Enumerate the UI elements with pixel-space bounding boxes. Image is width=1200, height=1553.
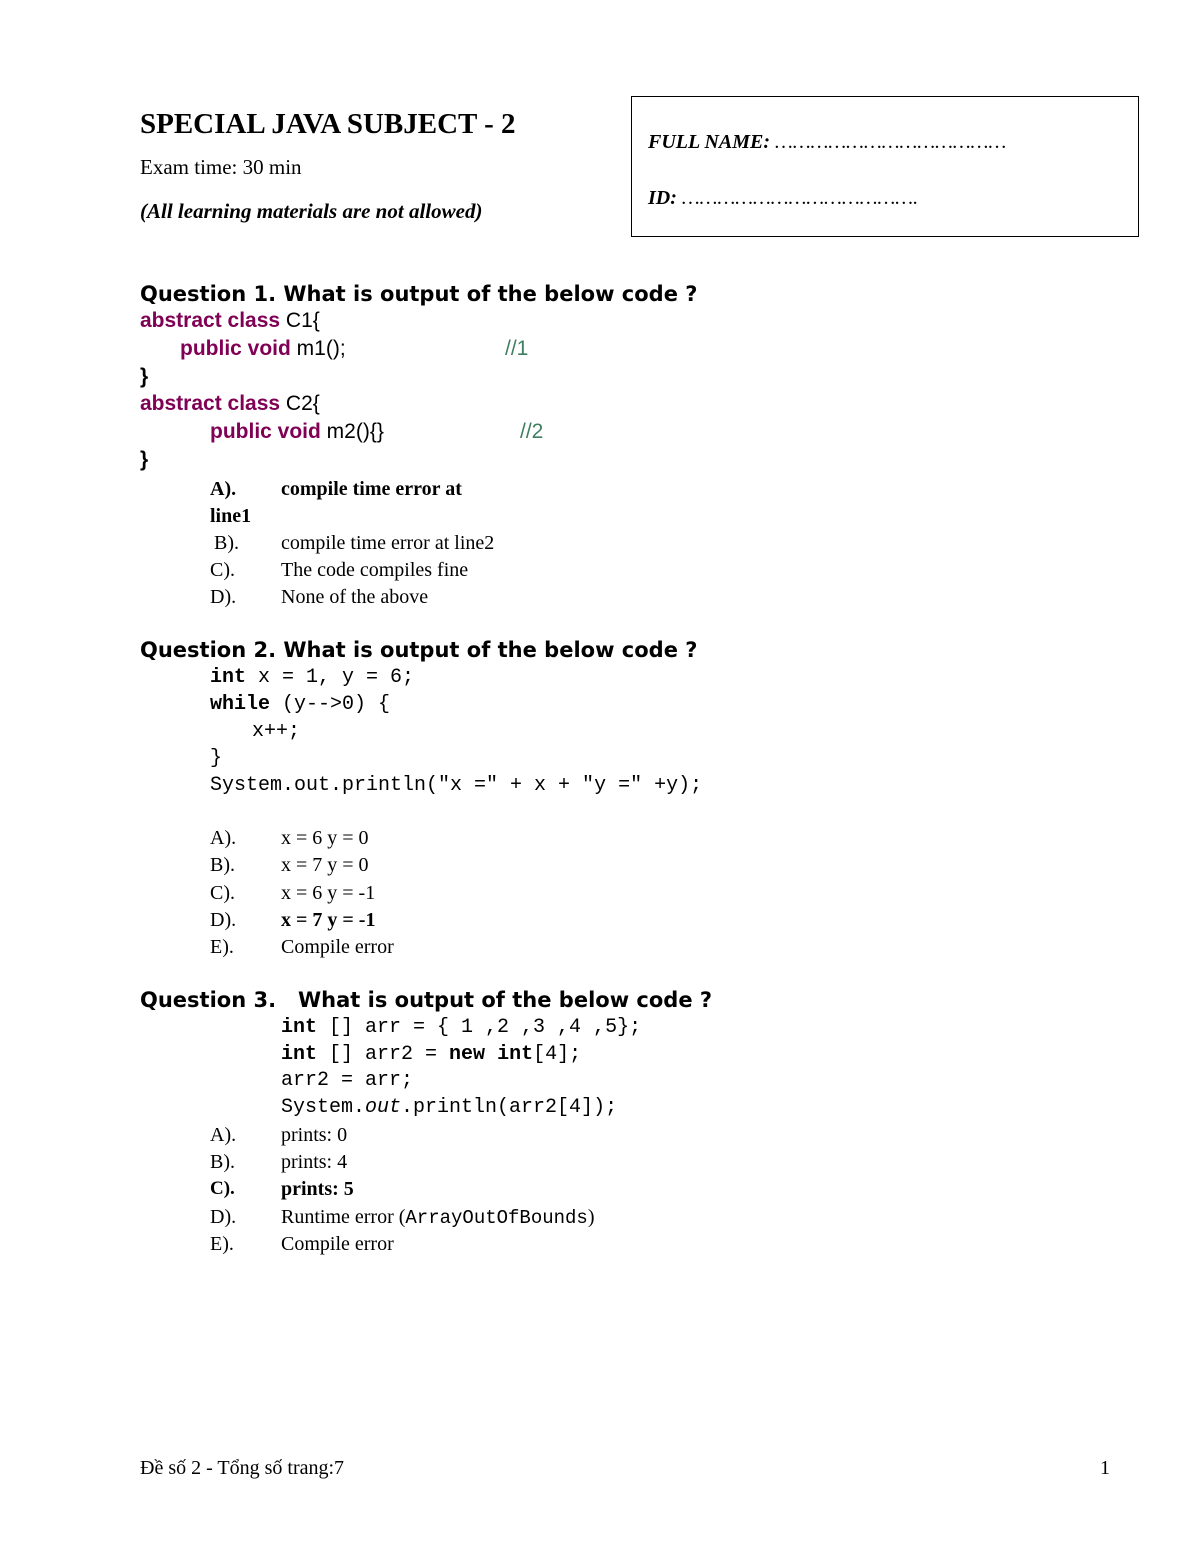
code-italic-field: out (365, 1096, 402, 1119)
page-number: 1 (1100, 1457, 1110, 1479)
q2-option-c-text: x = 6 y = -1 (281, 882, 376, 904)
q2-option-a-text: x = 6 y = 0 (281, 827, 369, 849)
q3-option-d-text (281, 1206, 595, 1229)
id-label: ID: (648, 187, 677, 209)
q1-option-a-text-cont: line1 (210, 505, 252, 527)
full-name-line (648, 131, 1006, 154)
q3-code-line-3: arr2 = arr; (281, 1069, 414, 1092)
q3-option-b-label: B). (210, 1151, 235, 1173)
exam-notice: (All learning materials are not allowed) (140, 199, 483, 223)
q1-option-b-text: compile time error at line2 (281, 532, 495, 554)
q2-code-line-5: System.out.println("x =" + x + "y =" +y); (210, 774, 703, 797)
option-code-text: ArrayOutOfBounds (405, 1207, 588, 1229)
q1-code-line-3: } (140, 365, 149, 388)
q2-option-e-label: E). (210, 936, 234, 958)
code-keyword: while (210, 693, 271, 716)
code-text: .println(arr2[4]); (401, 1096, 618, 1119)
q2-option-d-label: D). (210, 909, 237, 931)
code-keyword: int (281, 1016, 318, 1039)
q1-option-b-label: B). (214, 532, 239, 554)
question-1-heading: Question 1. What is output of the below code ? (140, 282, 698, 306)
code-text: m1(); (290, 337, 346, 360)
q3-option-c-text: prints: 5 (281, 1178, 354, 1200)
student-info-box (631, 96, 1139, 237)
q3-code-line-1 (281, 1016, 641, 1039)
code-text: x = 1, y = 6; (246, 666, 415, 689)
q1-code-line-5 (210, 420, 384, 444)
q2-option-b-label: B). (210, 854, 235, 876)
q1-option-c-label: C). (210, 559, 235, 581)
q2-code-line-1 (210, 666, 414, 689)
option-text: Runtime error ( (281, 1206, 406, 1228)
option-text: ) (587, 1206, 595, 1228)
q1-code-line-4 (140, 392, 320, 416)
id-field: …………………………………. (676, 187, 919, 209)
q2-code-line-4: } (210, 747, 223, 770)
footer-text: Đề số 2 - Tổng số trang:7 (140, 1457, 345, 1479)
code-keyword: int (210, 666, 247, 689)
q2-option-e-text: Compile error (281, 936, 394, 958)
code-keyword: abstract class (140, 309, 281, 332)
q2-option-a-label: A). (210, 827, 237, 849)
q2-option-b-text: x = 7 y = 0 (281, 854, 369, 876)
code-text: C1{ (280, 309, 320, 332)
q1-comment-1: //1 (505, 337, 529, 360)
full-name-field: ………………………………… (770, 131, 1007, 153)
q1-code-line-2 (180, 337, 346, 361)
code-keyword: int (281, 1043, 318, 1066)
q3-option-c-label: C). (210, 1178, 235, 1199)
q1-option-d-label: D). (210, 586, 237, 608)
q3-code-line-2 (281, 1043, 581, 1066)
q2-option-d-text: x = 7 y = -1 (281, 909, 376, 931)
question-3-heading: Question 3. What is output of the below code ? (140, 988, 713, 1012)
code-text: m2(){} (320, 420, 384, 443)
code-keyword: public void (210, 420, 321, 443)
code-text: C2{ (280, 392, 320, 415)
q3-option-b-text: prints: 4 (281, 1151, 348, 1173)
q1-option-c-text: The code compiles fine (281, 559, 469, 581)
q3-option-a-text: prints: 0 (281, 1124, 348, 1146)
q3-option-d-label: D). (210, 1206, 237, 1228)
q1-code-line-6: } (140, 448, 149, 471)
full-name-label: FULL NAME: (648, 131, 771, 153)
q2-code-line-2 (210, 693, 390, 716)
page-title: SPECIAL JAVA SUBJECT - 2 (140, 108, 516, 140)
q3-option-e-label: E). (210, 1233, 234, 1255)
question-2-heading: Question 2. What is output of the below code ? (140, 638, 698, 662)
q3-code-line-4 (281, 1096, 617, 1119)
q1-option-a-label: A). (210, 478, 237, 500)
code-text: [4]; (533, 1043, 582, 1066)
code-text: [] arr = { 1 ,2 ,3 ,4 ,5}; (317, 1016, 642, 1039)
code-keyword: new (449, 1043, 486, 1066)
code-text: (y-->0) { (270, 693, 391, 716)
q1-code-line-1 (140, 309, 320, 333)
q3-option-e-text: Compile error (281, 1233, 394, 1255)
q1-option-d-text: None of the above (281, 586, 429, 608)
code-text: [] arr2 = (317, 1043, 450, 1066)
q1-option-a-text: compile time error at (281, 478, 462, 500)
q3-option-a-label: A). (210, 1124, 237, 1146)
exam-time: Exam time: 30 min (140, 155, 302, 179)
code-keyword: public void (180, 337, 291, 360)
code-keyword: abstract class (140, 392, 281, 415)
q1-comment-2: //2 (520, 420, 544, 443)
code-text (485, 1043, 497, 1066)
q2-option-c-label: C). (210, 882, 235, 904)
code-keyword: int (497, 1043, 534, 1066)
code-text: System. (281, 1096, 366, 1119)
id-line (648, 187, 918, 210)
q2-code-line-3: x++; (252, 720, 301, 743)
